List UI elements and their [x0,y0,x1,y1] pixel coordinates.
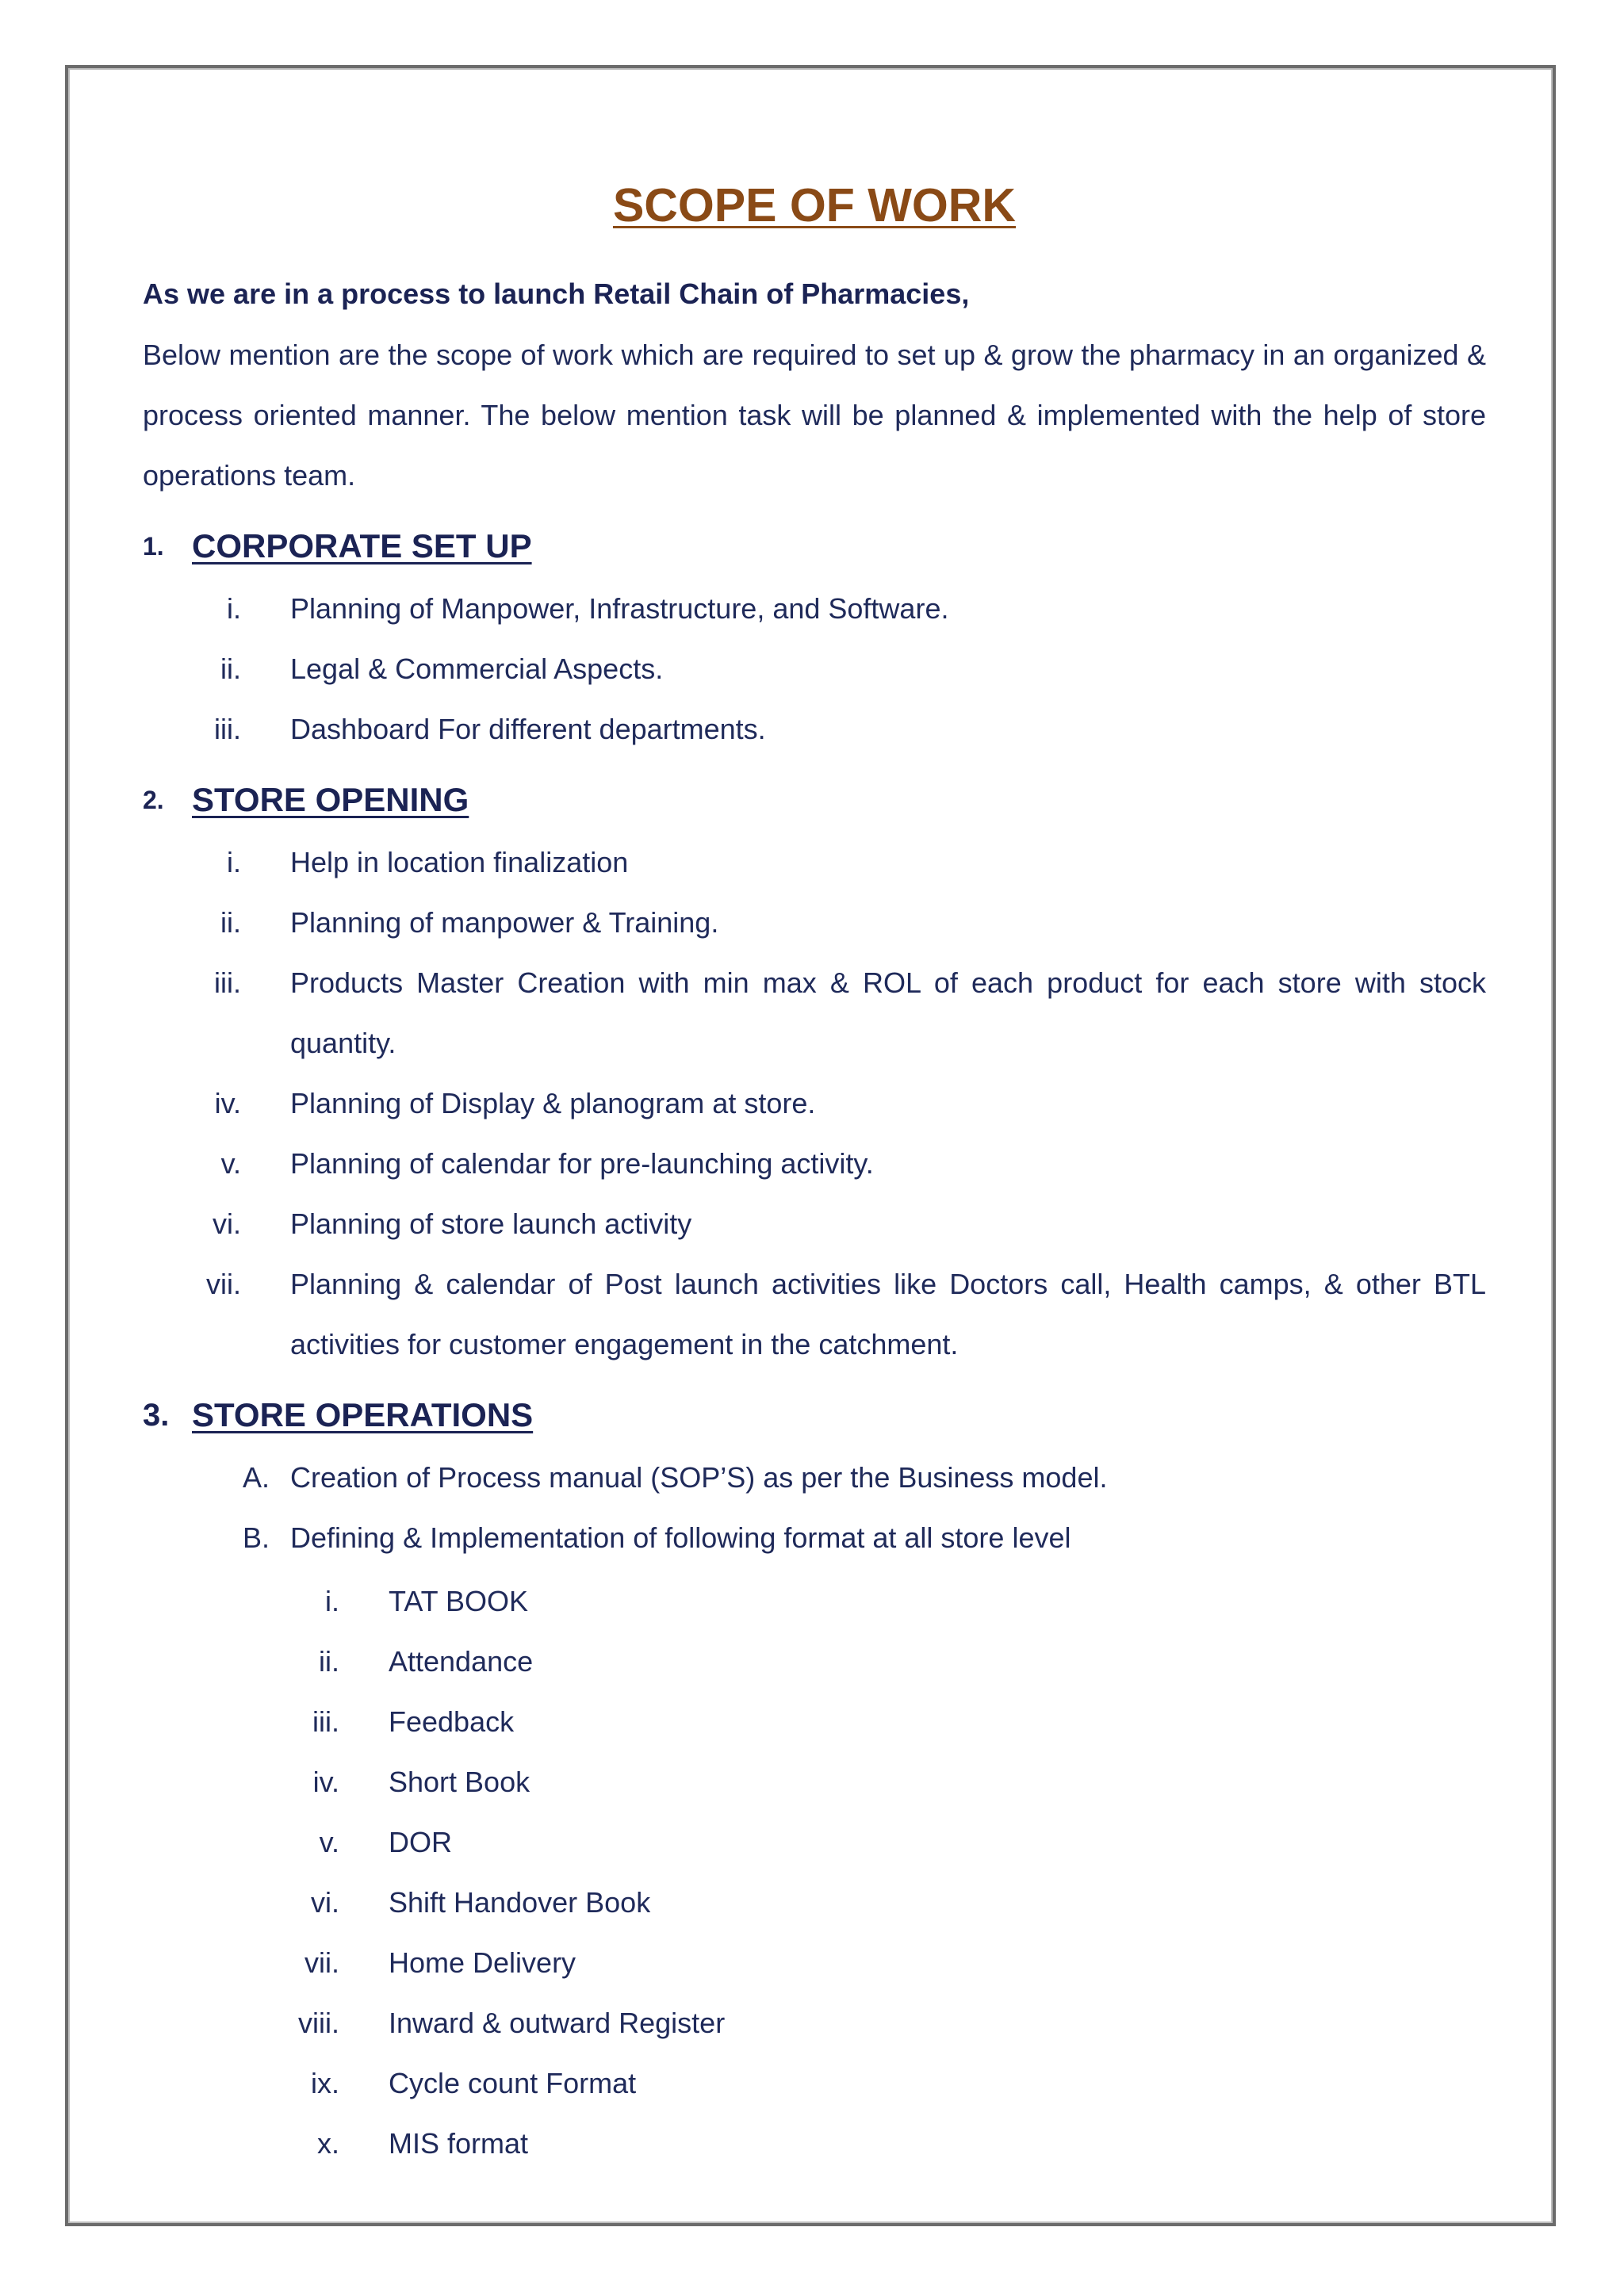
item-text: Planning of calendar for pre-launching activity. [290,1147,874,1180]
item-text: Inward & outward Register [389,2007,726,2039]
item-number: vii. [206,1268,241,1300]
item-text: Planning & calendar of Post launch activities like Doctors call, Health camps, & other BTL activities for customer engagement in the catchment. [290,1268,1486,1360]
item-number: viii. [298,2007,339,2039]
item-text: DOR [389,1826,452,1858]
list-item [143,1873,1486,1933]
item-text: TAT BOOK [389,1585,529,1617]
item-number: iii. [312,1705,339,1738]
item-number: iv. [214,1087,241,1119]
item-text: Short Book [389,1766,530,1798]
document-body [143,171,1486,2174]
list-item [143,893,1486,953]
item-number: ii. [319,1645,339,1678]
section-1-list [143,579,1486,760]
item-number: vi. [311,1886,339,1919]
item-text: Attendance [389,1645,534,1678]
item-text: Legal & Commercial Aspects. [290,652,664,685]
item-number: i. [227,846,241,878]
item-text: Home Delivery [389,1946,576,1979]
section-title: STORE OPENING [192,781,469,818]
item-number: v. [319,1826,339,1858]
format-list [143,1571,1486,2174]
item-number: iii. [214,713,241,745]
item-text: MIS format [389,2127,529,2160]
list-item [143,832,1486,893]
section-title: CORPORATE SET UP [192,527,532,564]
section-2-heading [143,771,1486,829]
list-item [143,1571,1486,1632]
item-number: i. [227,592,241,625]
list-item [143,1134,1486,1194]
section-1-heading [143,517,1486,576]
item-number: vii. [304,1946,339,1979]
item-number: x. [316,2127,339,2160]
item-text: Cycle count Format [389,2067,637,2099]
item-text: Products Master Creation with min max & ROL of each product for each store with stock quantity. [290,966,1486,1059]
item-text: Help in location finalization [290,846,629,878]
section-number: 3. [143,1397,170,1433]
item-number: iv. [312,1766,339,1798]
intro-paragraph: Below mention are the scope of work which are required to set up & grow the pharmacy in an organized & process oriented manner. The below mention task will be planned & implemented with the help of store operations team. [143,339,1486,492]
item-text: Planning of Display & planogram at store. [290,1087,816,1119]
list-item [143,2053,1486,2114]
list-item [143,1194,1486,1254]
item-text: Defining & Implementation of following format at all store level [290,1521,1071,1554]
item-text: Creation of Process manual (SOP’S) as per the Business model. [290,1461,1108,1494]
list-item [143,1254,1486,1375]
section-number: 1. [143,531,164,561]
item-text: Planning of Manpower, Infrastructure, and Software. [290,592,949,625]
item-text: Planning of store launch activity [290,1207,692,1240]
item-number: ii. [220,906,241,939]
list-item [143,1692,1486,1752]
list-item [143,579,1486,639]
section-title: STORE OPERATIONS [192,1396,534,1433]
item-number: v. [220,1147,241,1180]
section-2-list [143,832,1486,1375]
section-3-sublist [143,1448,1486,1568]
section-number: 2. [143,785,164,814]
item-number: i. [325,1585,339,1617]
list-item [143,699,1486,760]
list-item [143,1933,1486,1993]
list-item [143,1448,1486,1508]
list-item [143,1073,1486,1134]
item-number: iii. [214,966,241,999]
item-text: Planning of manpower & Training. [290,906,719,939]
list-item [143,2114,1486,2174]
section-3-heading [143,1386,1486,1445]
item-text: Feedback [389,1705,515,1738]
intro-bold-line: As we are in a process to launch Retail Chain of Pharmacies, [143,277,970,310]
list-item [143,1752,1486,1812]
list-item [143,1632,1486,1692]
list-item [143,1993,1486,2053]
item-number: ix. [311,2067,339,2099]
item-number: ii. [220,652,241,685]
item-letter: B. [242,1521,270,1554]
item-text: Shift Handover Book [389,1886,651,1919]
list-item [143,639,1486,699]
item-letter: A. [242,1461,270,1494]
list-item [143,1508,1486,1568]
list-item [143,953,1486,1073]
item-text: Dashboard For different departments. [290,713,766,745]
item-number: vi. [213,1207,241,1240]
list-item [143,1812,1486,1873]
document-title: SCOPE OF WORK [612,179,1017,232]
